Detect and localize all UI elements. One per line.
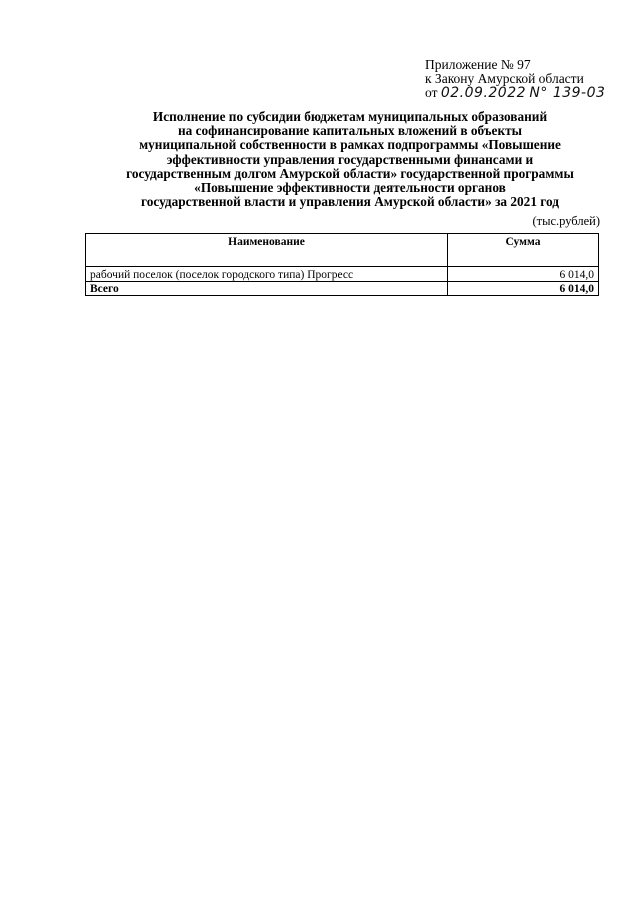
appendix-number: Приложение № 97 — [425, 57, 531, 72]
subsidy-table — [85, 233, 599, 296]
appendix-date-line — [425, 86, 625, 100]
handwritten-number: N° 139-03 — [529, 85, 606, 101]
table-row — [86, 267, 599, 282]
handwritten-date: 02.09.2022 — [440, 85, 527, 101]
total-sum: 6 014,0 — [448, 282, 599, 296]
title-line-6: «Повышение эффективности деятельности органов — [194, 180, 506, 196]
document-title — [80, 110, 620, 209]
appendix-date-prefix: от — [425, 85, 438, 100]
header-sum: Сумма — [448, 234, 599, 267]
header-name: Наименование — [86, 234, 448, 267]
total-row — [86, 282, 599, 296]
units-label: (тыс.рублей) — [532, 214, 600, 228]
title-line-1: Исполнение по субсидии бюджетам муниципальных образований — [152, 109, 548, 124]
total-name: Всего — [86, 282, 448, 296]
title-line-2: на софинансирование капитальных вложений в объекты — [177, 123, 523, 139]
title-line-3: муниципальной собственности в рамках подпрограммы «Повышение — [139, 137, 561, 153]
appendix-law-ref: к Закону Амурской области — [425, 71, 584, 86]
title-line-7: государственной власти и управления Амурской области» за 2021 год — [140, 194, 559, 210]
table-header-row — [86, 234, 599, 267]
title-line-5: государственным долгом Амурской области» государственной программы — [126, 165, 574, 181]
row-name: рабочий поселок (поселок городского типа) Прогресс — [86, 267, 448, 282]
title-line-4: эффективности управления государственными финансами и — [166, 151, 534, 167]
appendix-header — [425, 58, 625, 100]
row-sum: 6 014,0 — [448, 267, 599, 282]
